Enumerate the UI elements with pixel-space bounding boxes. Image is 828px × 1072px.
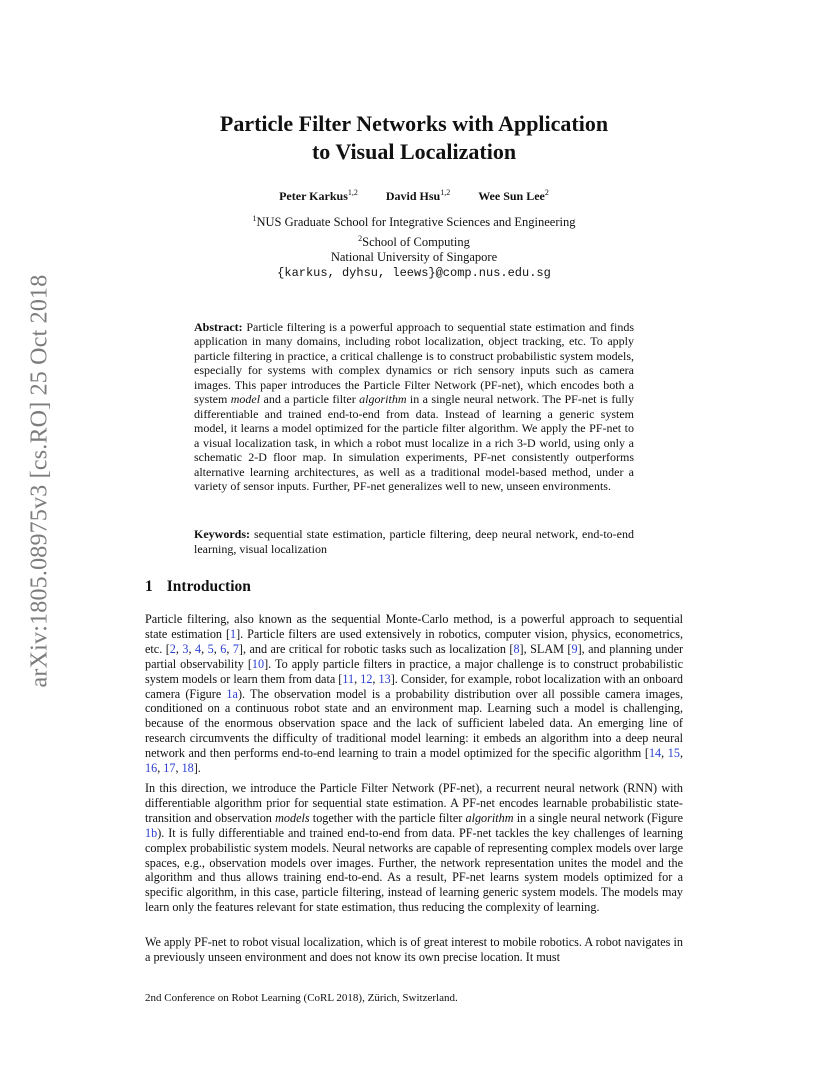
citation-link[interactable]: 13	[378, 671, 391, 686]
affiliations	[0, 211, 828, 281]
author-name: Peter Karkus	[279, 189, 348, 203]
abstract: Abstract: Particle filtering is a powerful approach to sequential state estimation and finds application in many domains, including robot localization, object tracking, etc. To apply particle filtering in practice, a critical challenge is to construct probabilistic system models, especially for systems with complex dynamics or rich sensory inputs such as camera images. This paper introduces the Particle Filter Network (PF-net), which encodes both a system model and a particle filter algorithm in a single neural network. The PF-net is fully differentiable and trained end-to-end from data. Instead of learning a generic system model, it learns a model optimized for the particle filter algorithm. We apply the PF-net to a visual localization task, in which a robot must localize in a rich 3-D world, using only a schematic 2-D floor map. In simulation experiments, PF-net consistently outperforms alternative learning architectures, as well as a traditional model-based method, under a variety of sensor inputs. Further, PF-net generalizes well to new, unseen environments.	[194, 320, 634, 493]
citation-link[interactable]: 9	[571, 641, 578, 656]
citation-link[interactable]: 18	[181, 761, 194, 776]
citation-link[interactable]: 11	[342, 671, 355, 686]
author-1	[279, 185, 358, 204]
paper-title	[0, 110, 828, 166]
citation-link[interactable]: 8	[513, 641, 520, 656]
citation-link[interactable]: 14	[648, 746, 662, 761]
citation-link[interactable]: 15	[667, 746, 680, 761]
citation-link[interactable]: 10	[251, 656, 265, 671]
citation-link[interactable]: 16	[145, 761, 158, 776]
introduction-paragraph-3: We apply PF-net to robot visual localization, which is of great interest to mobile robotics. A robot navigates in a previously unseen environment and does not know its own precise location. It must	[145, 935, 683, 964]
title-line-1: Particle Filter Networks with Application	[219, 111, 609, 136]
citation-link[interactable]: 4	[195, 641, 202, 656]
author-affil-marker: 2	[544, 188, 549, 197]
author-2	[386, 185, 450, 204]
citation-link[interactable]: 17	[163, 761, 176, 776]
citation-link[interactable]: 6	[220, 641, 227, 656]
author-emails: {karkus, dyhsu, leews}@comp.nus.edu.sg	[277, 265, 551, 280]
keywords	[194, 527, 634, 556]
arxiv-identifier-text: arXiv:1805.08975v3 [cs.RO] 25 Oct 2018	[26, 274, 53, 688]
figure-reference-link[interactable]: 1b	[145, 825, 158, 840]
introduction-paragraph-1: Particle filtering, also known as the sequential Monte-Carlo method, is a powerful approach to sequential state estimation [1]. Particle filters are used extensively in robotics, computer vision, physics, econometrics, etc. [2, 3, 4, 5, 6, 7], and are critical for robotic tasks such as localization [8], SLAM [9], and planning under partial observability [10]. To apply particle filters in practice, a major challenge is to construct probabilistic system models or learn them from data [11, 12, 13]. Consider, for example, robot localization with an onboard camera (Figure 1a). The observation model is a probability distribution over all possible camera images, conditioned on a continuous robot state and an environment map. Learning such a model is challenging, because of the enormous observation space and the lack of sufficient labeled data. An emerging line of research circumvents the difficulty of traditional model learning: it embeds an algorithm into a deep neural network and then performs end-to-end learning to train a model optimized for the specific algorithm [14, 15, 16, 17, 18].	[145, 612, 684, 776]
keywords-text: sequential state estimation, particle filtering, deep neural network, end-to-end learning, visual localization	[194, 527, 635, 556]
affiliation-line: National University of Singapore	[330, 250, 498, 265]
citation-link[interactable]: 3	[182, 641, 189, 656]
affiliation-line: $^1$NUS Graduate School for Integrative Sciences and Engineering	[252, 214, 576, 230]
affiliation-line: $^2$School of Computing	[358, 233, 470, 249]
section-number: 1	[145, 578, 153, 595]
keywords-label: Keywords:	[194, 527, 250, 541]
citation-link[interactable]: 2	[169, 641, 176, 656]
author-list	[0, 185, 828, 204]
author-name: Wee Sun Lee	[478, 189, 545, 203]
author-affil-marker: 1,2	[347, 188, 358, 197]
conference-footer: 2nd Conference on Robot Learning (CoRL 2018), Zürich, Switzerland.	[145, 992, 458, 1004]
citation-link[interactable]: 1	[230, 626, 237, 641]
author-3	[478, 185, 549, 204]
citation-link[interactable]: 12	[360, 671, 373, 686]
author-name: David Hsu	[385, 189, 441, 203]
section-title: Introduction	[166, 578, 251, 595]
abstract-label: Abstract:	[194, 320, 243, 334]
figure-reference-link[interactable]: 1a	[226, 686, 238, 701]
introduction-paragraph-2: In this direction, we introduce the Particle Filter Network (PF-net), a recurrent neural network (RNN) with differentiable algorithm prior for sequential state estimation. A PF-net encodes learnable probabilistic state-transition and observation models together with the particle filter algorithm in a single neural network (Figure 1b). It is fully differentiable and trained end-to-end from data. PF-net tackles the key challenges of learning complex probabilistic system models. Neural networks are capable of representing complex models over large spaces, e.g., observation models over images. Further, the network representation unites the model and the algorithm and thus allows training end-to-end. As a result, PF-net learns system models optimized for a specific algorithm, in this case, particle filtering, instead of learning generic system models. The models may learn only the features relevant for state estimation, thus reducing the complexity of learning.	[145, 781, 683, 915]
author-affil-marker: 1,2	[440, 188, 451, 197]
citation-link[interactable]: 5	[207, 641, 214, 656]
section-heading	[145, 577, 251, 597]
title-line-2: to Visual Localization	[311, 139, 517, 164]
citation-link[interactable]: 7	[232, 641, 239, 656]
